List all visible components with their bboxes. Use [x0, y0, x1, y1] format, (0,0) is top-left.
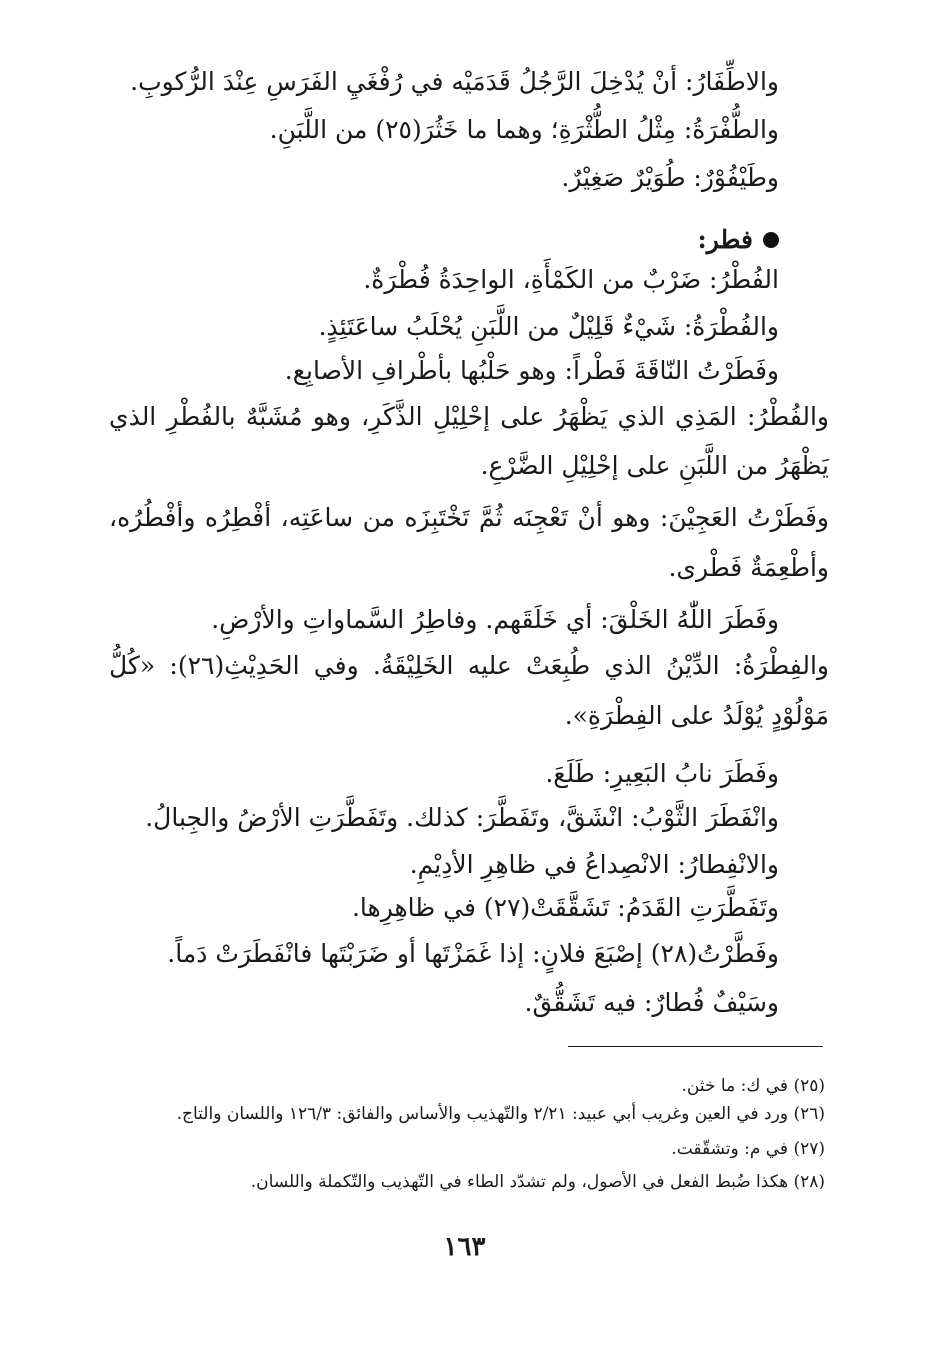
footnote: (٢٥) في ك: ما خثن.	[681, 1076, 825, 1096]
footnote-divider	[568, 1046, 823, 1047]
root-heading-label: فطر:	[697, 225, 753, 254]
entry-line: الفُطْرُ: ضَرْبٌ من الكَمْأَةِ، الواحِدَةُ فُطْرَةٌ.	[363, 265, 779, 294]
entry-line: وفَطَرْتُ العَجِيْنَ: وهو أنْ تَعْجِنَه ثُمَّ تَخْتَبِزَه من ساعَتِه، أفْطِرُه وأفْطُرُه،	[109, 503, 829, 532]
entry-line: وفَطَرْتُ النّاقَةَ فَطْراً: وهو حَلْبُها بأطْرافِ الأصابِع.	[284, 356, 779, 385]
entry-line: والطُّفْرَةُ: مِثْلُ الطُّثْرَةِ؛ وهما ما خَثُرَ(٢٥) من اللَّبَنِ.	[269, 115, 779, 144]
entry-line: والانْفِطارُ: الانْصِداعُ في ظاهِرِ الأدِيْمِ.	[409, 850, 779, 879]
entry-line: والفُطْرُ: المَذِي الذي يَظْهَرُ على إحْلِيْلِ الذَّكَرِ، وهو مُشَبَّهٌ بالفُطْرِ الذي	[109, 402, 829, 431]
entry-line: وطَيْفُوْرٌ: طُوَيْرٌ صَغِيْرٌ.	[561, 163, 779, 192]
entry-line: وتَفَطَّرَتِ القَدَمُ: تَشَقَّقَتْ(٢٧) في ظاهِرِها.	[351, 893, 779, 922]
entry-line: وانْفَطَرَ الثَّوْبُ: انْشَقَّ، وتَفَطَّرَ: كذلك. وتَفَطَّرَتِ الأرْضُ والجِبالُ.	[145, 803, 779, 832]
entry-line: يَظْهَرُ من اللَّبَنِ على إحْلِيْلِ الضَّرْعِ.	[480, 451, 829, 480]
entry-line: والفُطْرَةُ: شَيْءٌ قَلِيْلٌ من اللَّبَنِ يُحْلَبُ ساعَتَئِذٍ.	[318, 312, 779, 341]
entry-line: والفِطْرَةُ: الدِّيْنُ الذي طُبِعَتْ عليه الخَلِيْقَةُ. وفي الحَدِيْثِ(٢٦): «كُلُّ	[109, 651, 829, 680]
root-heading	[698, 222, 779, 258]
entry-line: وفَطَرَ نابُ البَعِيرِ: طَلَعَ.	[545, 759, 779, 788]
entry-line: والاطِّفَارُ: أنْ يُدْخِلَ الرَّجُلُ قَدَمَيْه في رُفْغَيِ الفَرَسِ عِنْدَ الرُّكوبِ.	[130, 67, 779, 96]
entry-line: وسَيْفٌ فُطارٌ: فيه تَشَقُّقٌ.	[524, 988, 779, 1017]
entry-line: وأطْعِمَةٌ فَطْرى.	[668, 553, 829, 582]
entry-line: وفَطَرَ اللّٰهُ الخَلْقَ: أي خَلَقَهم. وفاطِرُ السَّماواتِ والأرْضِ.	[211, 605, 779, 634]
bullet-icon	[763, 232, 779, 248]
entry-line: مَوْلُوْدٍ يُوْلَدُ على الفِطْرَةِ».	[564, 701, 829, 730]
footnote: (٢٦) ورد في العين وغريب أبي عبيد: ٢/٢١ والتّهذيب والأساس والفائق: ١٢٦/٣ واللسان والتاج.	[176, 1104, 825, 1124]
footnote: (٢٧) في م: وتشقّقت.	[671, 1139, 825, 1159]
footnote: (٢٨) هكذا ضُبط الفعل في الأصول، ولم تشدّد الطاء في التّهذيب والتّكملة واللسان.	[250, 1172, 825, 1192]
entry-line: وفَطَّرْتُ(٢٨) إصْبَعَ فلانٍ: إذا غَمَزْتَها أو ضَرَبْتَها فانْفَطَرَتْ دَماً.	[167, 939, 779, 968]
page-number: ١٦٣	[443, 1232, 486, 1262]
